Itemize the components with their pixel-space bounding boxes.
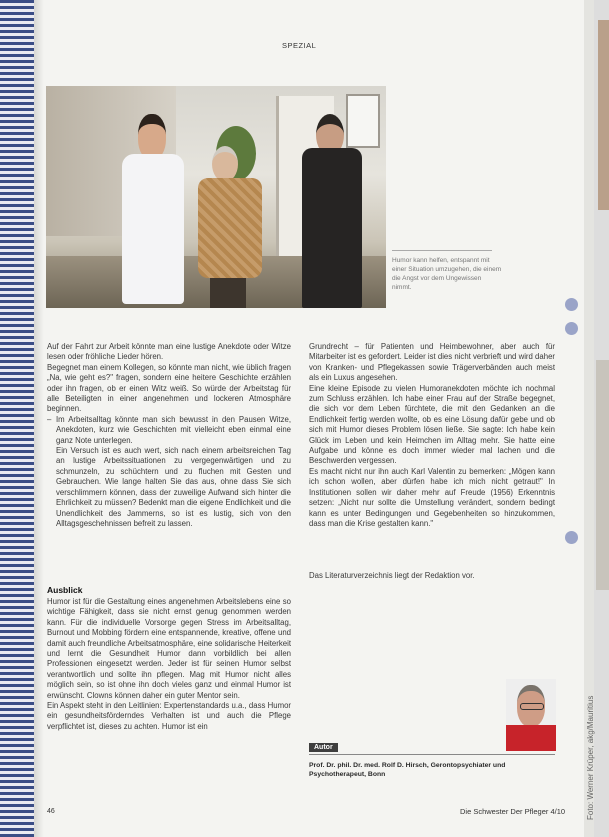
author-rule <box>309 754 555 755</box>
magazine-name: Die Schwester Der Pfleger 4/10 <box>460 807 566 816</box>
facing-page-thumb <box>596 360 609 590</box>
photo-credit: Foto: Werner Krüper, akg/Mauritius <box>586 695 595 820</box>
paragraph: Begegnet man einem Kollegen, so könnte man nicht, wie üblich fragen „Na, wie geht es?" fragen, sondern eine heitere Geschichte erzählen oder ihn fragen, ob er einen Witz weiß. So würde der Arbeitstag für alle Beteiligten in einer angenehmen und lockeren Atmosphäre beginnen. <box>47 362 291 414</box>
paragraph: Ein Versuch ist es auch wert, sich nach einem arbeitsreichen Tag an lustige Arbeitssituationen zu vergegenwärtigen und zu schmunzeln, zu schüchtern und zu fluchen mit Gesten und Gebrauchen. Wie lange halten Sie das aus, ohne dass Sie sich verschlimmern können, dass der zuweilige Aufwand sich hinter die Ehrlichkeit zu müssen? Bedenkt man die eigene Endlichkeit und die Unendlichkeit des Jammerns, so ist es lustig, sich von den Alltagsgeschehnissen befreit zu lassen. <box>56 446 291 528</box>
margin-dot <box>565 322 578 335</box>
binding-shadow <box>34 0 44 837</box>
article-photo <box>46 86 386 308</box>
section-label: SPEZIAL <box>282 41 317 50</box>
section-heading: Ausblick <box>47 585 83 595</box>
left-column-lower <box>47 597 291 732</box>
paragraph: Eine kleine Episode zu vielen Humoranekdoten möchte ich nochmal zum Schluss erzählen. Ich habe einer Frau auf der Straße begegnet, die sich vor dem Leben fürchtete, die mit den Gedanken an die Endlichkeit fertig werden wollte, ob es eine Lösung dafür gebe und ob sich mit Humor dieses Problem lösen ließe. Sie sagte: Ich habe kein Glück im Leben und kein Heimchen im Alltag mehr. Sie hatte eine Aufgabe und könne es doch immer wieder mal lachen und die Beschwerden vergessen. <box>309 383 555 466</box>
photo-caption: Humor kann helfen, entspannt mit einer Situation umzugehen, die einem die Angst vor dem Ungewissen nimmt. <box>392 257 502 291</box>
paragraph: Grundrecht – für Patienten und Heimbewohner, aber auch für Mitarbeiter ist es gefordert. Leider ist dies nicht verbrieft und wird daher von Kranken- und Pflegekassen sowie Trägerverbänden auch meist als ein Luxus angesehen. <box>309 342 555 383</box>
page-number: 46 <box>47 808 55 815</box>
right-column <box>309 342 555 529</box>
author-info: Prof. Dr. phil. Dr. med. Rolf D. Hirsch, Gerontopsychiater und Psychotherapeut, Bonn <box>309 762 506 779</box>
literature-note: Das Literaturverzeichnis liegt der Redaktion vor. <box>309 571 475 580</box>
paragraph: Es macht nicht nur ihn auch Karl Valentin zu bemerken: „Mögen kann ich schon wollen, aber dürfen habe ich mich nicht getraut!" In Institutionen sollen wir daher mehr auf Freude (1956) Erkenntnis setzen: „Nicht nur sollte die Umstellung verändert, sondern bedingt kann es unter Bedingungen und Gegebenheiten so hinzukommen, dass man die Krise gestalten kann." <box>309 466 555 528</box>
author-shirt <box>506 725 556 751</box>
binding-edge <box>0 0 34 837</box>
left-column <box>47 342 291 529</box>
caption-rule <box>392 250 492 251</box>
list-item: – Im Arbeitsalltag könnte man sich bewusst in den Pausen Witze, Anekdoten, kurz wie Geschichten mit vielleicht eben einmal eine ganz Note unterlegen. <box>47 415 291 446</box>
facing-page-thumb <box>598 20 609 210</box>
paragraph: Ein Aspekt steht in den Leitlinien: Expertenstandards u.a., dass Humor ein gesundheitsförderndes Verhalten ist und auch die Pflege verpflichtet ist, dieses zu achten. Humor ist ein <box>47 701 291 731</box>
paragraph: Humor ist für die Gestaltung eines angenehmen Arbeitslebens eine so wichtige Fähigkeit, dass sie nicht ernst genug genommen werden kann. Für die individuelle Vorsorge gegen Stress im Arbeitsalltag, Burnout und Mobbing fördern eine entspannende, kreative, offene und damit auch freundliche Arbeitsatmosphäre, eine solidarische Heiterkeit und lernt die Gesundheit Humor dann vorbildlich bei allen Professionen eingesetzt werden. Jeder ist für seinen Humor selbst verantwortlich und sollte ihn pflegen. Mag mit Humor nicht alles möglich sein, so ist ohne ihn doch vieles ganz und einmal Humor ist erwünscht. Clowns können daher ein guter Mentor sein. <box>47 597 291 700</box>
photo-elderly-woman <box>194 146 264 308</box>
author-photo <box>506 679 556 751</box>
margin-dot <box>565 531 578 544</box>
author-label: Autor <box>309 743 338 752</box>
glasses-icon <box>520 703 544 710</box>
paragraph: Auf der Fahrt zur Arbeit könnte man eine lustige Anekdote oder Witze lesen oder fröhliche Lieder hören. <box>47 342 291 362</box>
margin-dot <box>565 298 578 311</box>
photo-nurse <box>116 114 186 308</box>
photo-visitor <box>296 114 366 308</box>
